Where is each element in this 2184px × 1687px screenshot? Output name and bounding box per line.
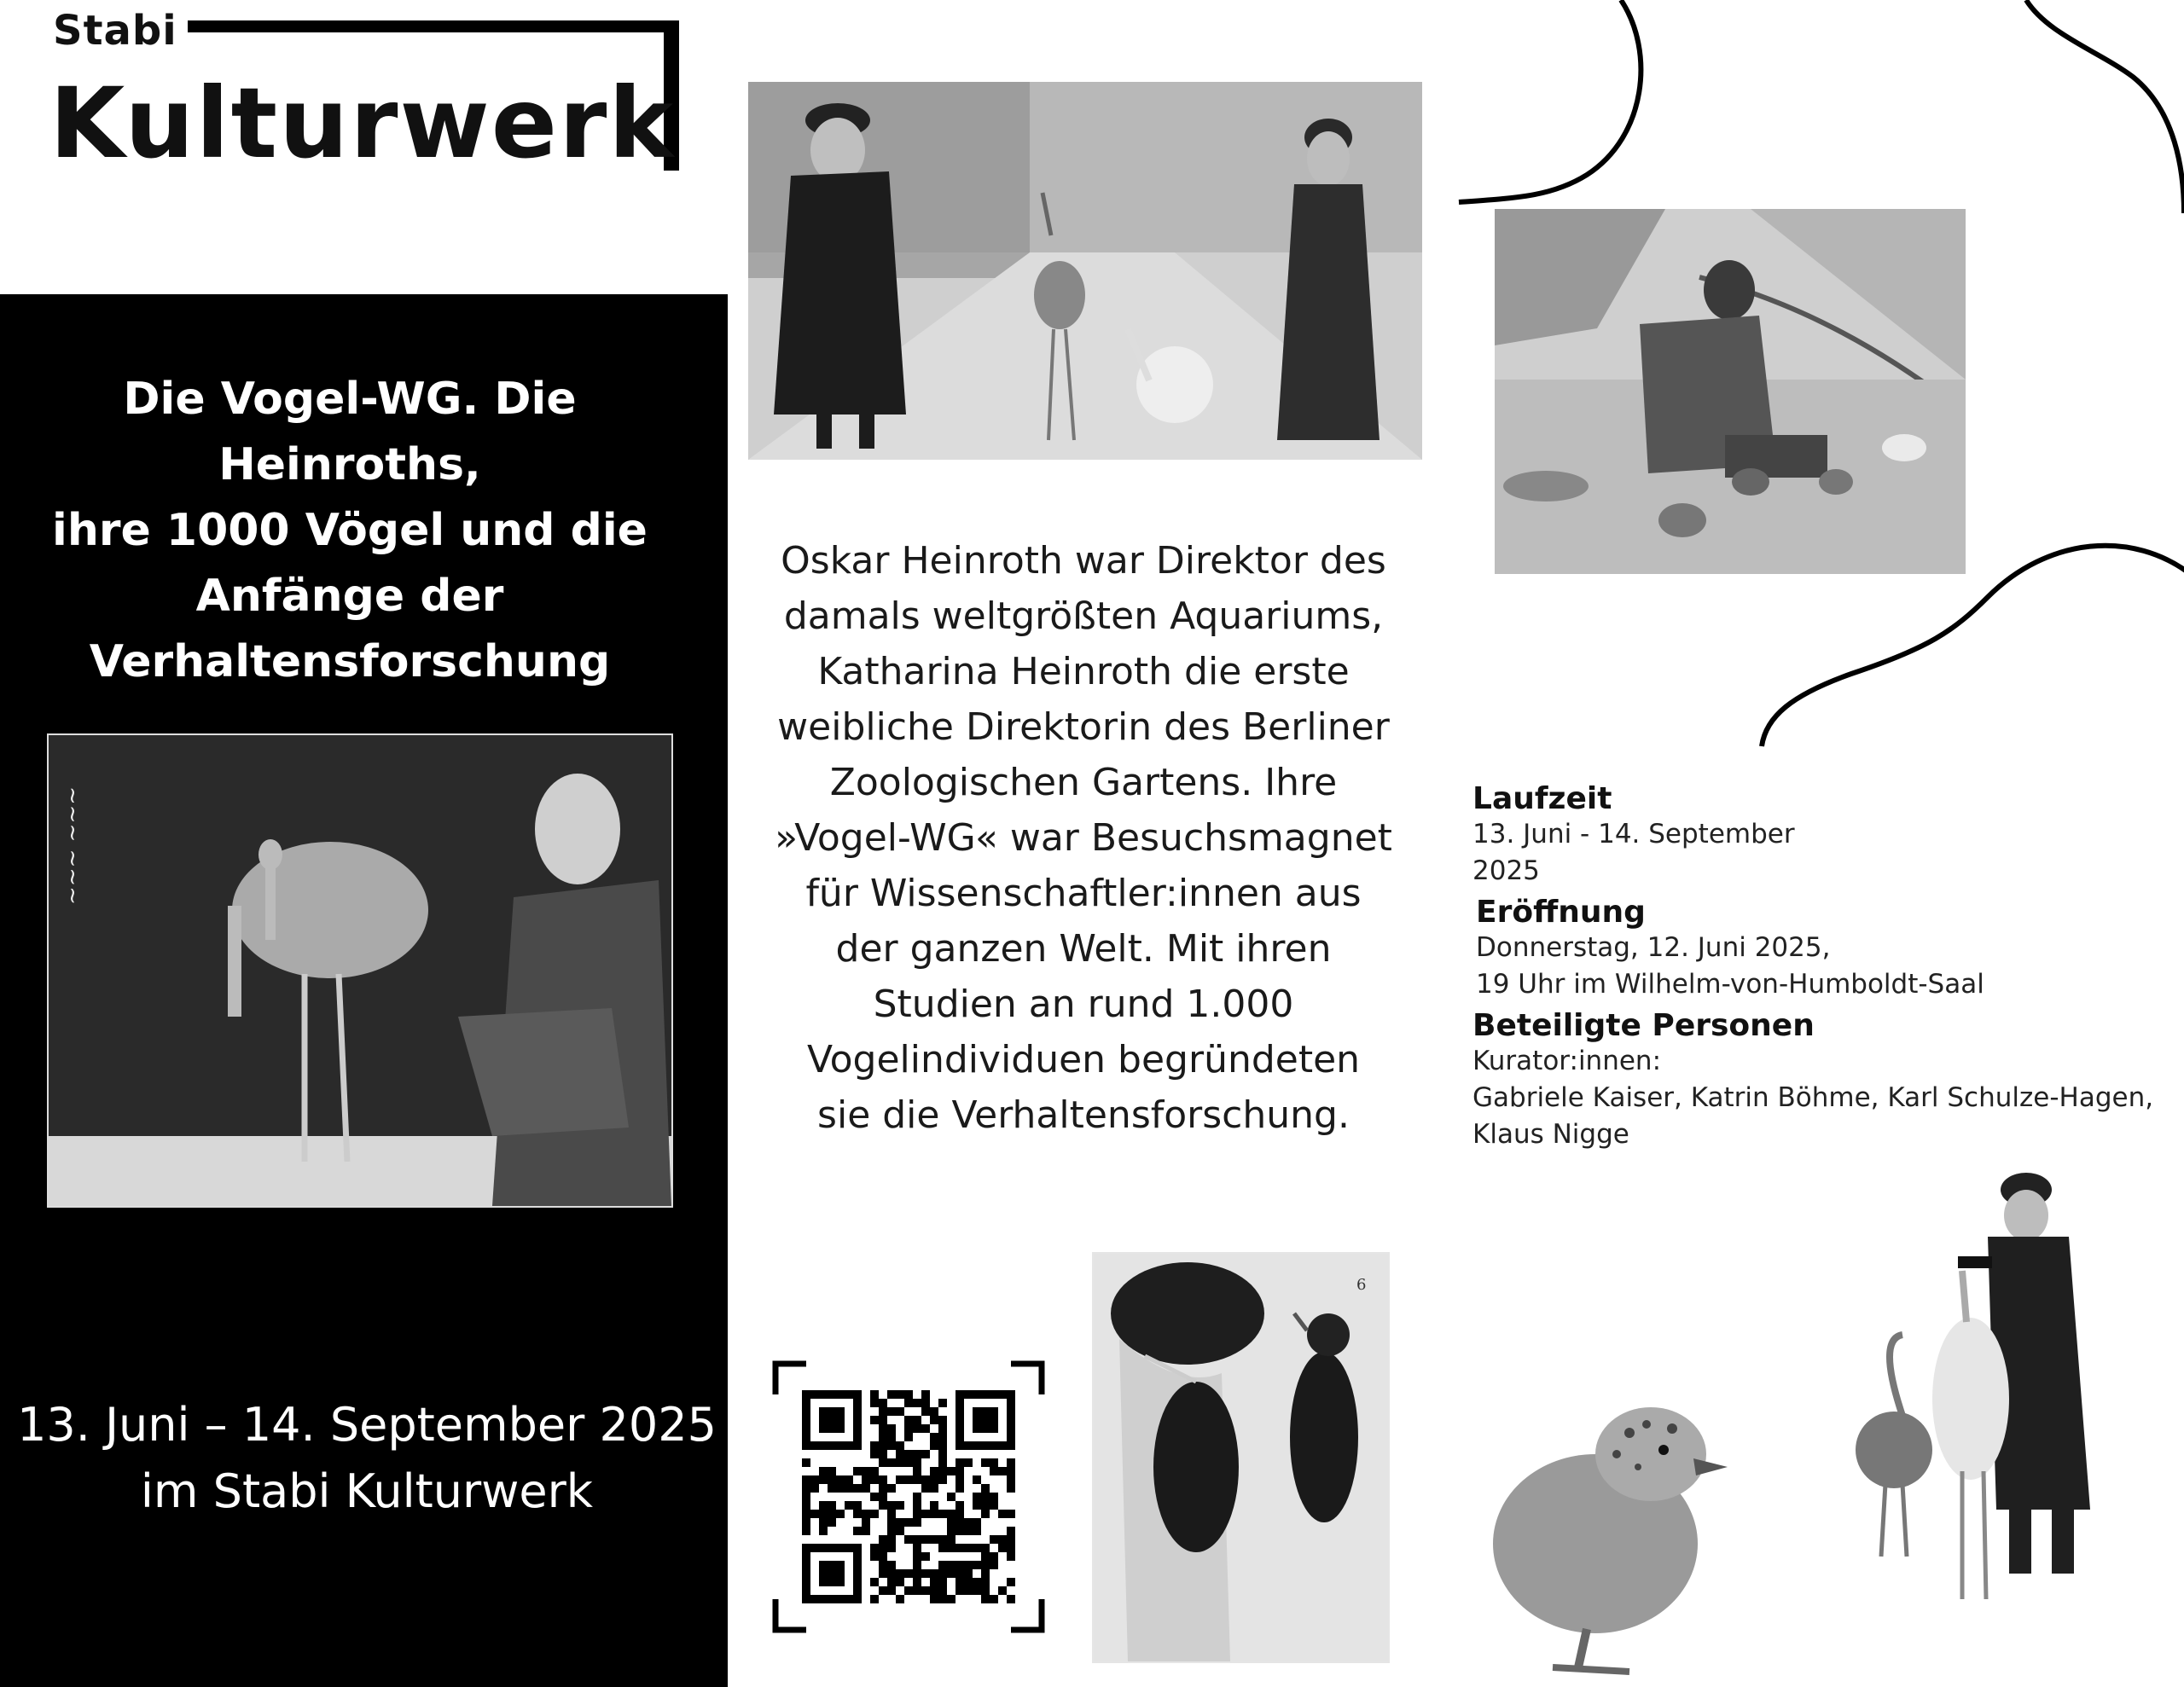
description-line: Zoologischen Gartens. Ihre [829, 761, 1338, 804]
eroeffnung-heading: Eröffnung [1476, 895, 1646, 930]
description-line: damals weltgrößten Aquariums, [783, 594, 1384, 638]
qr-code[interactable] [772, 1360, 1045, 1633]
description-line: »Vogel-WG« war Besuchsmagnet [775, 816, 1392, 860]
description-line: Vogelindividuen begründeten [806, 1038, 1361, 1081]
description-line: Studien an rund 1.000 [873, 983, 1294, 1026]
logo-small-text: Stabi [53, 7, 177, 55]
event-dates [0, 1392, 734, 1525]
event-title-line: Die Vogel-WG. Die Heinroths, [123, 374, 577, 490]
event-title [0, 367, 700, 695]
description-line: der ganzen Welt. Mit ihren [835, 927, 1332, 971]
event-venue: im Stabi Kulturwerk [140, 1464, 594, 1518]
description-line: Oskar Heinroth war Direktor des [781, 539, 1386, 583]
logo-frame-top [188, 20, 679, 32]
photo-chick [1467, 1373, 1740, 1680]
personen-heading: Beteiligte Personen [1472, 1008, 1815, 1043]
photo-man-with-crane [47, 733, 673, 1208]
personen-line: Klaus Nigge [1472, 1119, 1629, 1150]
plate-number: 6 [1356, 1276, 1367, 1294]
description-line: Katharina Heinroth die erste [817, 650, 1350, 693]
decorative-curves [1450, 0, 2184, 751]
description-line: weibliche Direktorin des Berliner [777, 705, 1390, 749]
eroeffnung-line: 19 Uhr im Wilhelm-von-Humboldt-Saal [1476, 969, 1984, 1000]
photo-couple-with-cranes [748, 82, 1422, 460]
logo-big-text: Kulturwerk [49, 67, 676, 180]
info-block [1472, 781, 2172, 1153]
laufzeit-line: 13. Juni - 14. September [1472, 819, 1795, 849]
photo-woodpeckers-plate [1092, 1252, 1390, 1663]
personen-line: Gabriele Kaiser, Katrin Böhme, Karl Schulze-Hagen, [1472, 1082, 2154, 1113]
laufzeit-line: 2025 [1472, 855, 1540, 886]
event-date-range: 13. Juni – 14. September 2025 [17, 1398, 717, 1452]
eroeffnung-line: Donnerstag, 12. Juni 2025, [1476, 932, 1831, 963]
exhibition-description [751, 533, 1416, 1143]
photo-man-holding-cranes [1843, 1168, 2184, 1612]
event-title-line: Verhaltensforschung [89, 636, 611, 687]
event-title-line: Anfänge der [195, 571, 504, 622]
laufzeit-heading: Laufzeit [1472, 781, 1612, 816]
personen-line: Kurator:innen: [1472, 1046, 1662, 1076]
event-title-line: ihre 1000 Vögel und die [52, 505, 648, 556]
svg-text:~~~ ~~~: ~~~ ~~~ [60, 786, 85, 905]
description-line: sie die Verhaltensforschung. [817, 1093, 1350, 1137]
description-line: für Wissenschaftler:innen aus [805, 872, 1362, 915]
